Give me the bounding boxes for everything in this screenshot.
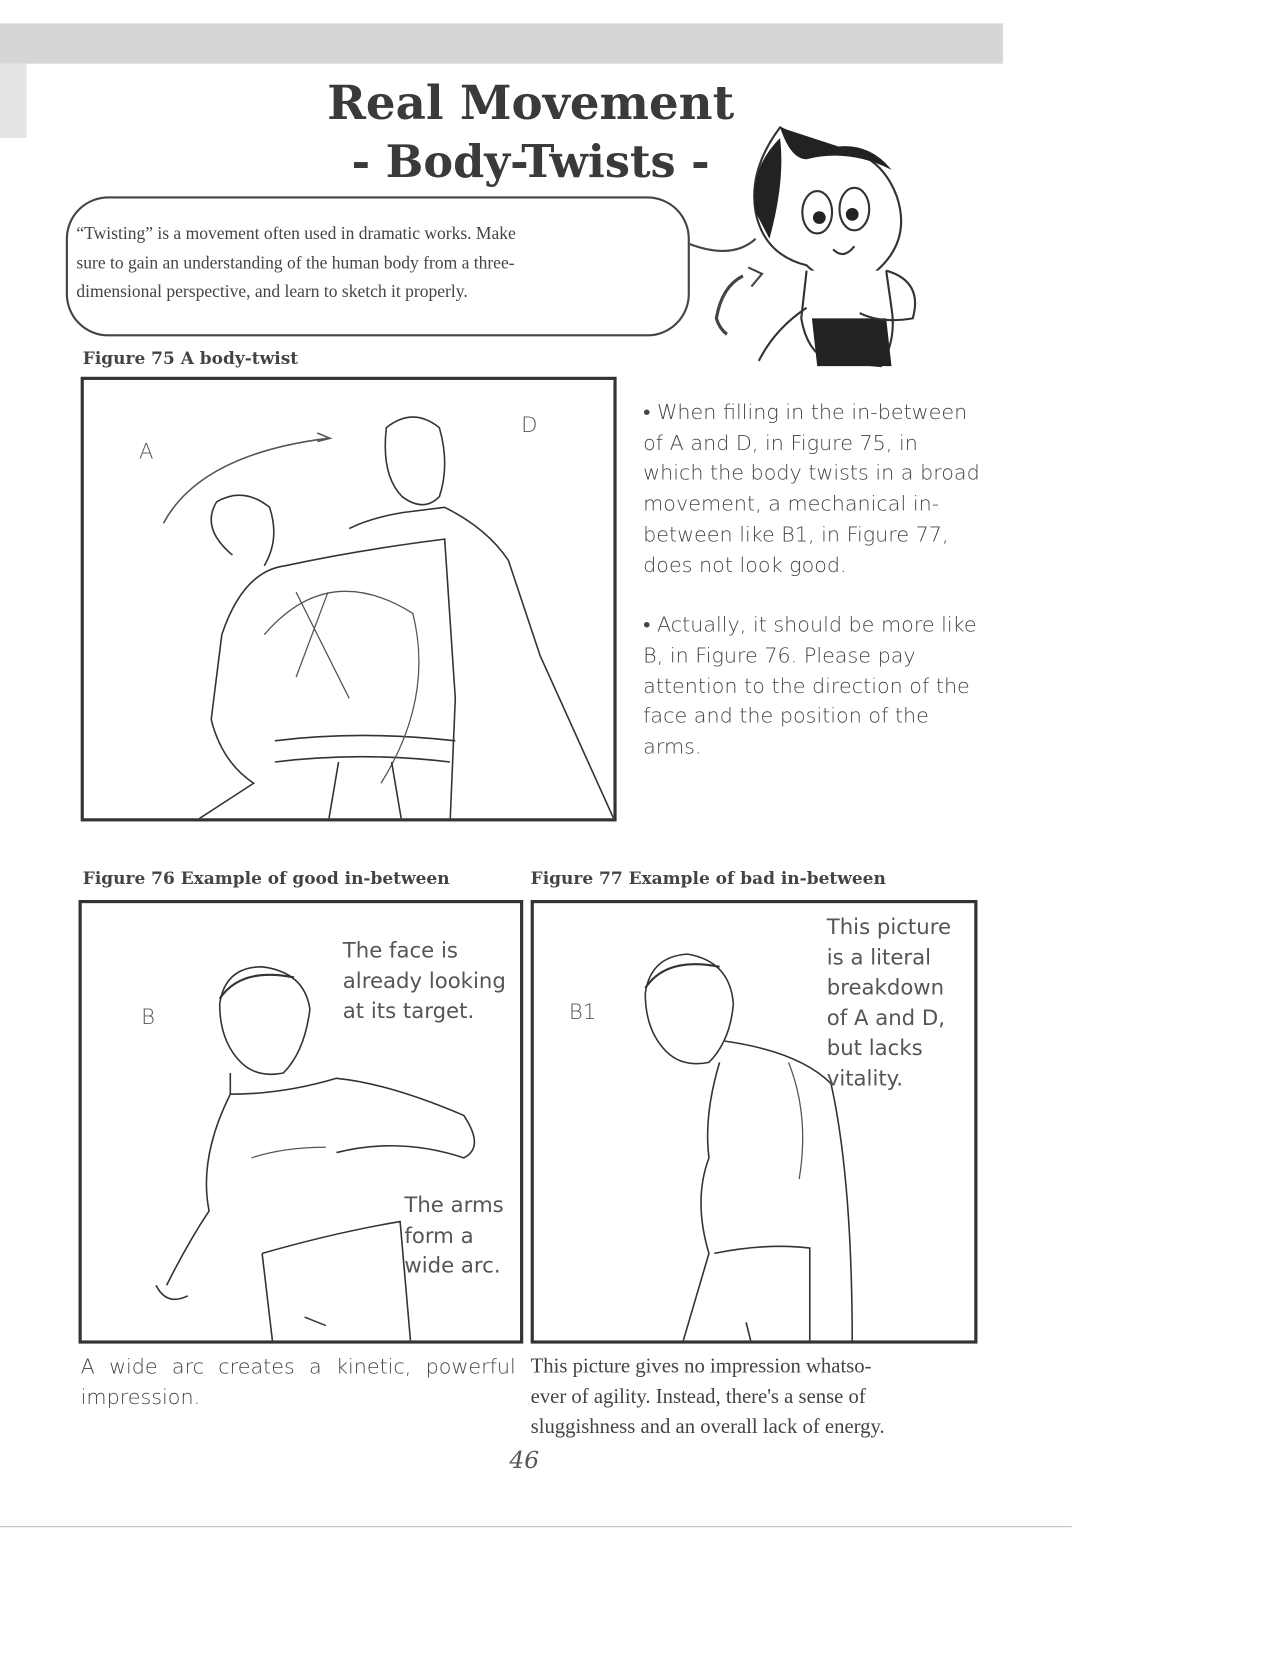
label-a: A [139, 438, 154, 464]
text-line: of A and D, [826, 1004, 946, 1030]
side-paragraph-1 [643, 398, 997, 581]
side-paragraph-2 [643, 610, 997, 762]
arms-note [404, 1190, 503, 1281]
intro-line: dimensional perspective, and learn to sketch it properly. [76, 281, 468, 302]
text-line: breakdown [826, 974, 945, 1000]
text-line: at its target. [342, 997, 475, 1024]
face-note [343, 935, 506, 1026]
page-title: Real Movement [327, 76, 735, 131]
text-line: does not look good. [643, 552, 847, 577]
text-line: movement, a mechanical in- [643, 491, 940, 516]
text-line: but lacks [826, 1034, 923, 1061]
text-line: sluggishness and an overall lack of energy. [530, 1415, 885, 1439]
intro-line: sure to gain an understanding of the human body from a three- [76, 252, 515, 273]
figure-77-box [531, 900, 978, 1344]
text-line: This picture gives no impression whatso- [530, 1355, 872, 1378]
text-line: • Actually, it should be more like [643, 612, 977, 638]
text-line: vitality. [826, 1065, 903, 1091]
label-b1: B1 [568, 998, 597, 1025]
label-d: D [521, 411, 538, 438]
text-line: of A and D, in Figure 75, in [643, 430, 918, 455]
text-line: A wide arc creates a kinetic, powerful [80, 1354, 516, 1379]
text-line: This picture [826, 913, 952, 940]
figure-76-box [79, 900, 524, 1344]
figure-77-caption: Figure 77 Example of bad in-between [530, 868, 886, 889]
page-number: 46 [509, 1447, 540, 1475]
text-line: wide arc. [404, 1252, 501, 1278]
text-line: B, in Figure 76. Please pay [643, 643, 916, 668]
text-line: already looking [342, 967, 506, 993]
vitality-note [827, 912, 951, 1093]
intro-line: “Twisting” is a movement often used in dramatic works. Make [76, 222, 516, 244]
text-line: • When filling in the in-between [643, 400, 968, 425]
text-line: face and the position of the [643, 703, 929, 729]
figure-76-footnote [81, 1352, 516, 1413]
text-line: The face is [342, 937, 458, 963]
page-subtitle: - Body-Twists - [351, 135, 710, 188]
label-b: B [141, 1003, 156, 1030]
text-line: The arms [404, 1191, 504, 1218]
text-line: is a literal [826, 944, 932, 970]
figure-75-illustration [84, 380, 617, 822]
text-line: form a [404, 1222, 474, 1248]
text-line: impression. [80, 1384, 201, 1410]
text-line: ever of agility. Instead, there's a sense of [530, 1385, 866, 1408]
figure-76-caption: Figure 76 Example of good in-between [82, 868, 450, 889]
text-line: which the body twists in a broad [643, 461, 980, 486]
page-edge-line [0, 1526, 1072, 1527]
text-line: between like B1, in Figure 77, [643, 521, 949, 547]
side-text [643, 398, 997, 793]
text-line: attention to the direction of the [643, 673, 970, 698]
figure-77-footnote [531, 1352, 966, 1443]
text-line: arms. [643, 734, 702, 759]
figure-75-caption: Figure 75 A body-twist [82, 348, 299, 369]
figure-75-box [81, 377, 617, 822]
